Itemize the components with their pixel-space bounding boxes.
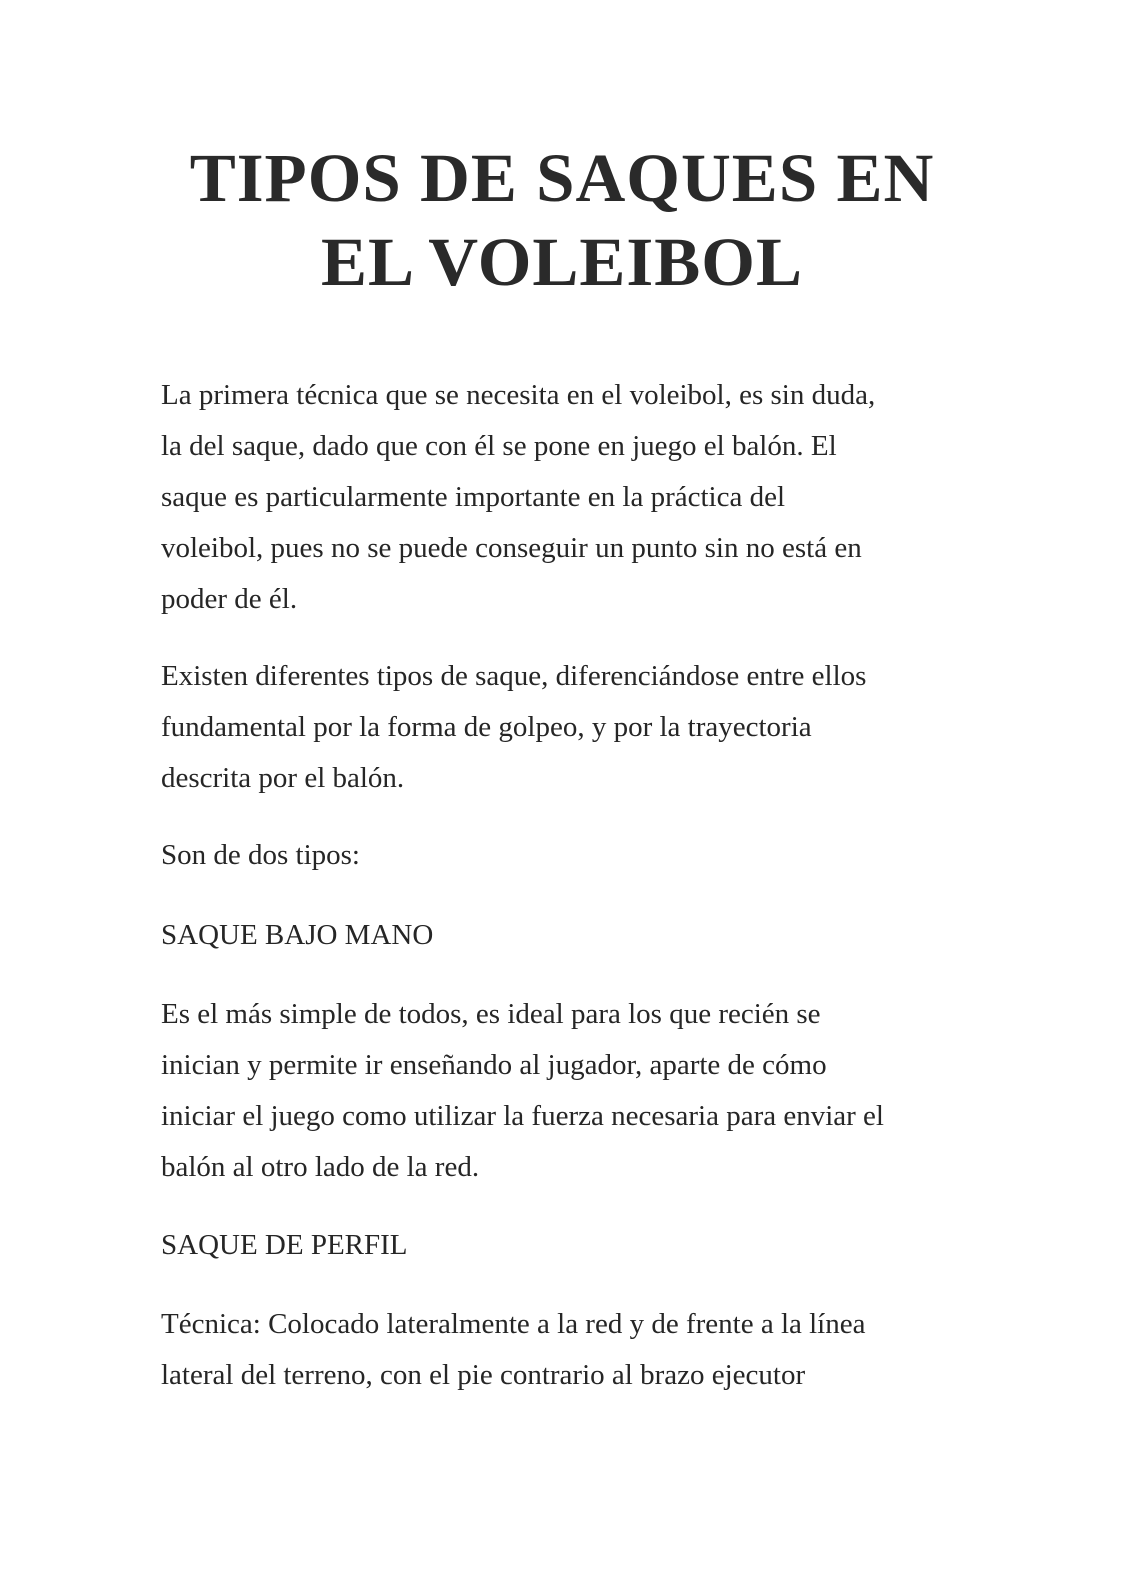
paragraph-saque-bajo-mano [161, 989, 981, 1193]
text-line: descrita por el balón. [161, 762, 405, 794]
text-line: La primera técnica que se necesita en el voleibol, es sin duda, [161, 379, 876, 411]
text-line: balón al otro lado de la red. [161, 1151, 480, 1183]
text-line: Técnica: Colocado lateralmente a la red y de frente a la línea [161, 1308, 866, 1340]
paragraph-saque-de-perfil [161, 1299, 981, 1401]
text-line: saque es particularmente importante en la práctica del [161, 481, 786, 513]
text-line: Son de dos tipos: [161, 839, 360, 871]
title-line: EL VOLEIBOL [321, 224, 803, 300]
text-line: Existen diferentes tipos de saque, diferenciándose entre ellos [161, 660, 867, 692]
text-line: SAQUE BAJO MANO [161, 919, 434, 951]
text-line: Es el más simple de todos, es ideal para los que recién se [161, 998, 821, 1030]
paragraph-types [161, 651, 981, 804]
text-line: poder de él. [161, 583, 298, 615]
title-line: TIPOS DE SAQUES EN [189, 140, 935, 216]
section-heading-saque-bajo-mano [161, 910, 981, 961]
paragraph-intro [161, 370, 981, 625]
text-line: lateral del terreno, con el pie contrario al brazo ejecutor [161, 1359, 806, 1391]
text-line: iniciar el juego como utilizar la fuerza necesaria para enviar el [161, 1100, 884, 1132]
document-title [120, 136, 1004, 304]
text-line: inician y permite ir enseñando al jugador, aparte de cómo [161, 1049, 827, 1081]
text-line: fundamental por la forma de golpeo, y por la trayectoria [161, 711, 812, 743]
text-line: la del saque, dado que con él se pone en juego el balón. El [161, 430, 837, 462]
section-heading-saque-de-perfil [161, 1220, 981, 1271]
text-line: SAQUE DE PERFIL [161, 1229, 408, 1261]
text-line: voleibol, pues no se puede conseguir un punto sin no está en [161, 532, 862, 564]
paragraph-two-types [161, 830, 981, 881]
